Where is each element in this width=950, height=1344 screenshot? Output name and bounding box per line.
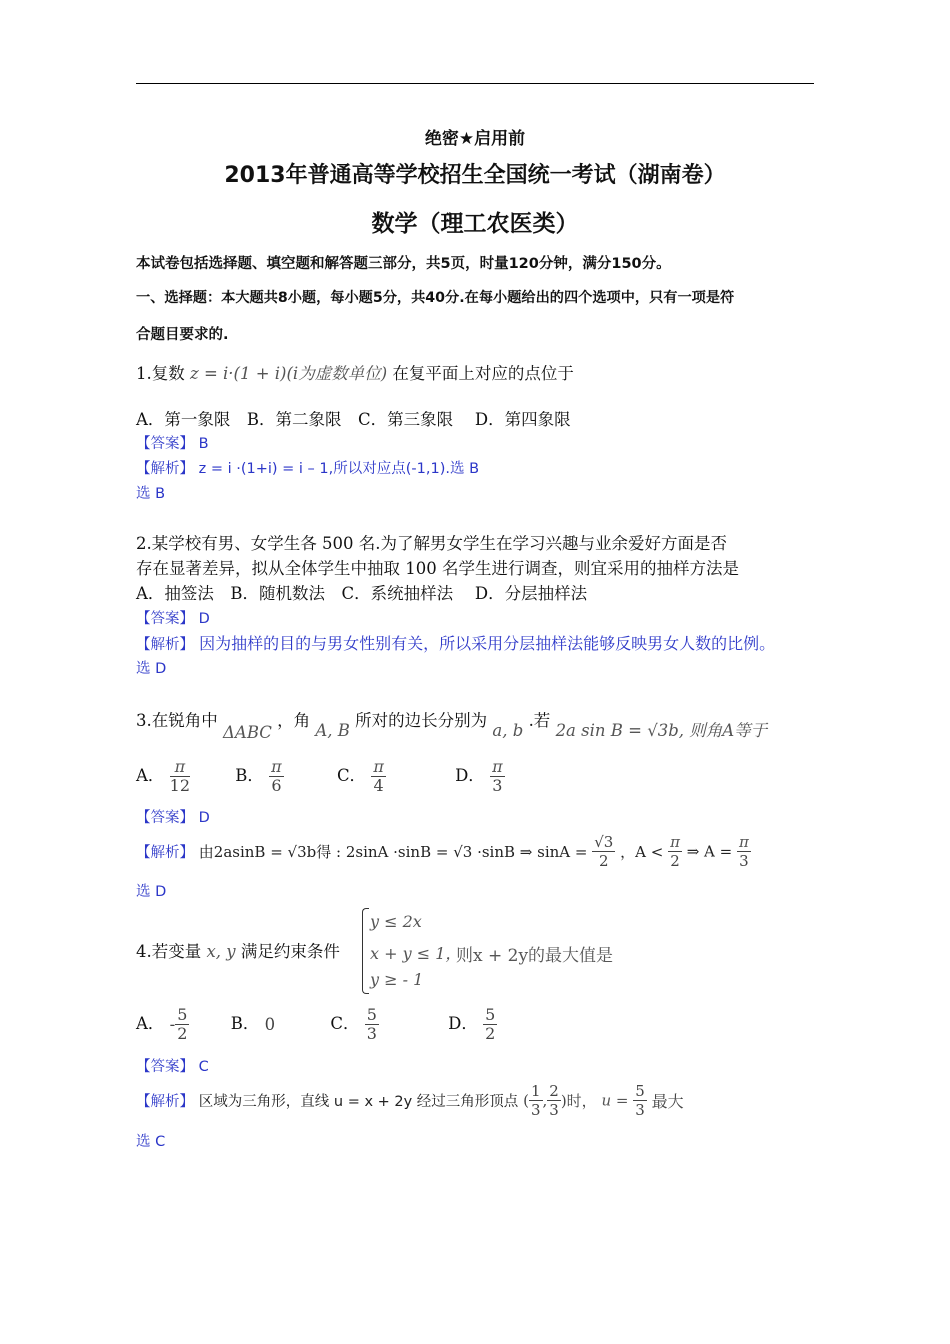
q4-u-label: u = — [601, 1091, 629, 1110]
q3-answer: 【答案】 D — [136, 810, 210, 826]
q4-opt-c-den: 3 — [366, 1024, 377, 1043]
q3-prefix: 3.在锐角中 — [136, 711, 218, 730]
q3-opt-d-num: π — [492, 757, 503, 776]
q3-opt-c-label: C． — [336, 766, 367, 785]
q3-opt-b-num: π — [271, 757, 282, 776]
exam-title: 2013年普通高等学校招生全国统一考试（湖南卷） — [224, 163, 726, 188]
q3-analysis-frac1-den: 2 — [599, 852, 609, 870]
q2-options: A．抽签法 B．随机数法 C．系统抽样法 D．分层抽样法 — [136, 584, 588, 603]
question-1 — [136, 360, 574, 384]
q4-opt-d-den: 2 — [485, 1024, 496, 1043]
q3-opt-c-den: 4 — [373, 776, 384, 795]
question-2-line2: 存在显著差异，拟从全体学生中抽取 100 名学生进行调查，则宜采用的抽样方法是 — [136, 559, 739, 578]
q3-opt-c-num: π — [373, 757, 384, 776]
q4-opt-c-frac — [365, 1006, 379, 1043]
q4-point-open: ( — [523, 1091, 529, 1110]
q3-analysis-frac1 — [592, 833, 615, 870]
q4-opt-d-num: 5 — [485, 1005, 496, 1024]
question-2-line1: 2.某学校有男、女学生各 500 名.为了解男女学生在学习兴趣与业余爱好方面是否 — [136, 534, 727, 553]
q4-opt-b-value: 0 — [264, 1015, 276, 1034]
q3-options — [136, 758, 505, 795]
q3-analysis-frac1-num: √3 — [594, 833, 614, 851]
q1-suffix: 在复平面上对应的点位于 — [392, 364, 574, 383]
q4-analysis-a: 区域为三角形，直线 u = x + 2y 经过三角形顶点 — [198, 1094, 519, 1110]
q3-opt-a-frac — [170, 758, 190, 795]
q3-opt-c-frac — [371, 758, 386, 795]
q3-analysis-frac2-den: 2 — [670, 852, 680, 870]
q3-analysis-b: ，A < — [620, 843, 664, 861]
q4-analysis-label: 【解析】 — [136, 1094, 194, 1110]
q3-opt-b-label: B． — [235, 766, 264, 785]
q4-constraint-1: y ≤ 2x — [370, 912, 422, 931]
q1-analysis: 【解析】 z = i ·(1+i) = i – 1,所以对应点(-1,1).选 B — [136, 461, 480, 477]
q4-opt-a-den: 2 — [177, 1024, 188, 1043]
q4-opt-a-sign: - — [169, 1015, 176, 1034]
q4-point-x-num: 1 — [530, 1082, 541, 1100]
q4-point-y-num: 2 — [549, 1082, 559, 1100]
q4-prefix: 4.若变量 — [136, 942, 202, 961]
q3-opt-d-den: 3 — [492, 776, 503, 795]
section-heading-cont: 合题目要求的. — [136, 327, 229, 343]
q3-mid2: 所对的边长分别为 — [355, 711, 488, 730]
header-rule — [136, 83, 814, 84]
q4-constraint-3: y ≥ - 1 — [370, 970, 424, 989]
q4-u-num: 5 — [635, 1082, 645, 1100]
q4-u-frac — [633, 1082, 647, 1119]
q3-analysis — [136, 833, 751, 870]
q3-pick: 选 D — [136, 884, 167, 900]
q4-pick: 选 C — [136, 1134, 166, 1150]
q3-opt-a-den: 12 — [169, 776, 191, 795]
q3-analysis-c: ⇒ A = — [686, 842, 733, 861]
q4-point-x — [529, 1082, 543, 1119]
q4-mid: 满足约束条件 — [240, 942, 340, 961]
q4-opt-c-label: C． — [330, 1014, 360, 1033]
secret-label: 绝密★启用前 — [424, 129, 526, 149]
q2-answer: 【答案】 D — [136, 611, 210, 627]
q3-analysis-frac2 — [668, 833, 682, 870]
q3-opt-a-label: A． — [136, 766, 165, 785]
q3-opt-a-num: π — [170, 758, 190, 777]
q4-vars: x, y — [206, 942, 236, 961]
q3-analysis-frac3-num: π — [739, 833, 749, 851]
q3-opt-b-frac — [269, 758, 284, 795]
q1-pick: 选 B — [136, 486, 166, 502]
q4-answer: 【答案】 C — [136, 1059, 209, 1075]
q4-opt-d-frac — [483, 1006, 497, 1043]
q4-point-close: )时， — [560, 1092, 597, 1110]
q4-opt-c-num: 5 — [366, 1005, 377, 1024]
q3-analysis-a: 由2asinB = √3b得 : 2sinA ·sinB = √3 ·sinB ⇒ sinA = — [198, 843, 588, 861]
q3-condition: 2a sin B = √3b, 则角A等于 — [555, 721, 768, 740]
q4-constraint-2: x + y ≤ 1， — [370, 944, 462, 963]
q4-opt-a-label: A． — [136, 1014, 165, 1033]
q4-max: 最大 — [651, 1092, 684, 1111]
q2-analysis — [136, 631, 775, 654]
q2-analysis-label: 【解析】 — [136, 637, 194, 653]
q3-triangle: ΔABC — [223, 723, 272, 742]
question-4 — [136, 938, 340, 962]
q4-opt-b-label: B． — [230, 1014, 260, 1033]
q3-analysis-frac3 — [737, 833, 751, 870]
q3-opt-b-den: 6 — [271, 776, 282, 795]
q4-point-x-den: 3 — [530, 1101, 541, 1119]
q4-analysis — [136, 1082, 684, 1119]
q4-opt-a-frac — [175, 1006, 189, 1043]
q4-options — [136, 1006, 497, 1043]
q3-angles: A, B — [315, 721, 350, 740]
q3-opt-d-frac — [490, 758, 505, 795]
q4-point-comma: , — [542, 1091, 548, 1110]
q3-analysis-frac2-num: π — [670, 833, 680, 851]
q2-analysis-text: 因为抽样的目的与男女性别有关，所以采用分层抽样法能够反映男女人数的比例。 — [199, 634, 776, 653]
q1-options: A．第一象限 B．第二象限 C．第三象限 D．第四象限 — [136, 410, 571, 429]
exam-subtitle: 数学（理工农医类） — [371, 211, 579, 237]
q4-point-y — [547, 1082, 561, 1119]
q4-opt-a-num: 5 — [177, 1005, 188, 1024]
q1-math: z = i·(1 + i)(i为虚数单位) — [190, 364, 388, 383]
q3-analysis-label: 【解析】 — [136, 845, 194, 861]
q1-answer: 【答案】 B — [136, 436, 209, 452]
q2-pick: 选 D — [136, 661, 167, 677]
q3-analysis-frac3-den: 3 — [739, 852, 749, 870]
question-3 — [136, 707, 768, 742]
q4-opt-d-label: D． — [448, 1014, 478, 1033]
q4-u-den: 3 — [635, 1101, 645, 1119]
section-heading: 一、选择题：本大题共8小题，每小题5分，共40分.在每小题给出的四个选项中，只有一项是符 — [136, 290, 735, 306]
q4-tail: 则x + 2y的最大值是 — [456, 946, 614, 966]
q1-prefix: 1.复数 — [136, 364, 185, 383]
q4-point-y-den: 3 — [549, 1101, 559, 1119]
intro-line: 本试卷包括选择题、填空题和解答题三部分，共5页，时量120分钟，满分150分。 — [136, 256, 671, 272]
q4-constraint-brace — [362, 908, 369, 994]
q3-sides: a, b — [492, 721, 524, 740]
q3-opt-d-label: D． — [455, 766, 485, 785]
q3-mid1: ，角 — [277, 711, 311, 730]
q3-mid3: .若 — [528, 711, 551, 730]
